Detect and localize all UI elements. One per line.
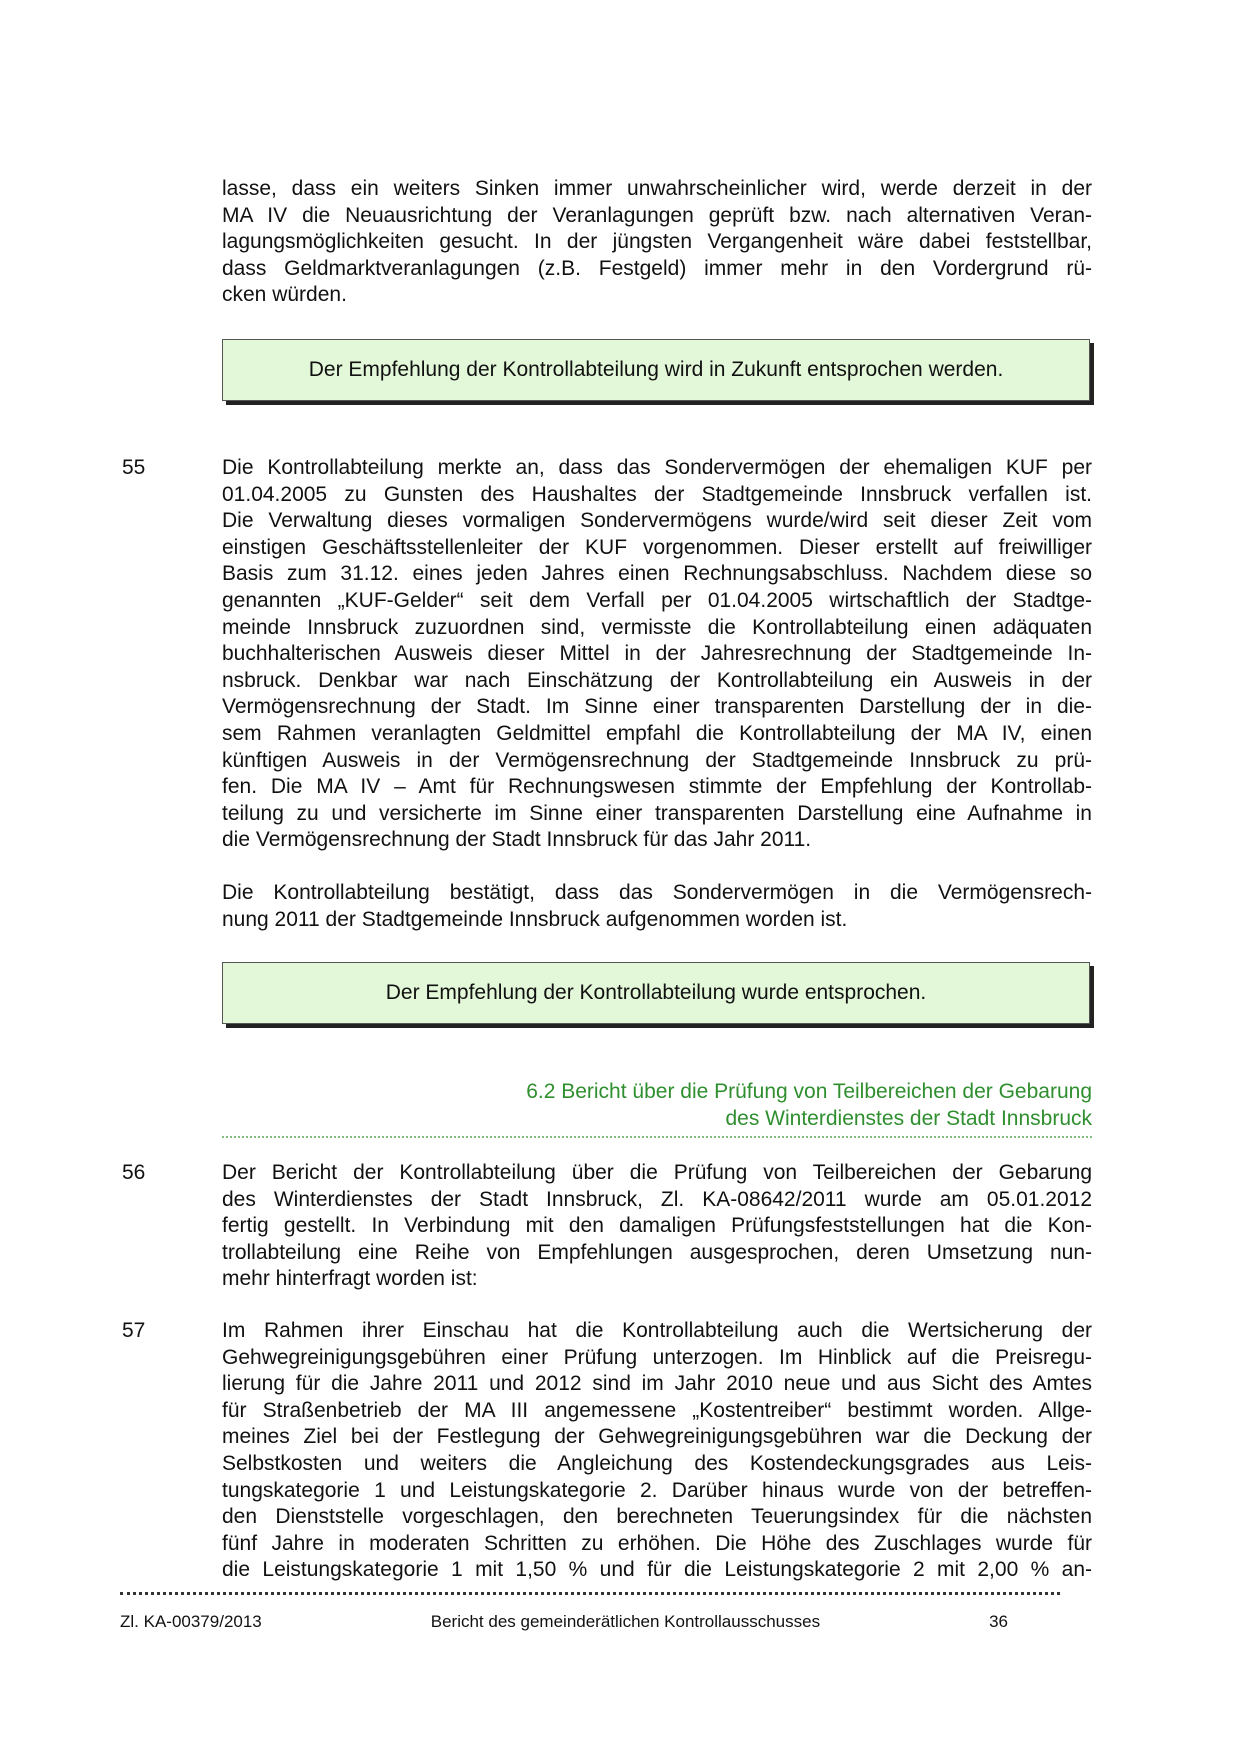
text-line: Im Rahmen ihrer Einschau hat die Kontrollabteilung auch die Wertsicherung der: [222, 1319, 1092, 1342]
text-line: Selbstkosten und weiters die Angleichung des Kostendeckungsgrades aus Leis-: [222, 1451, 1092, 1475]
text-line: meinde Innsbruck zuzuordnen sind, vermisste die Kontrollabteilung einen adäquaten: [222, 615, 1092, 639]
text-line: 01.04.2005 zu Gunsten des Haushaltes der Stadtgemeinde Innsbruck verfallen ist.: [222, 482, 1092, 506]
recommendation-box: [222, 339, 1090, 401]
section-heading-line: des Winterdienstes der Stadt Innsbruck: [725, 1106, 1092, 1130]
text-line: fen. Die MA IV – Amt für Rechnungswesen stimmte der Empfehlung der Kontrollab-: [222, 775, 1092, 799]
text-line: mehr hinterfragt worden ist:: [222, 1267, 478, 1291]
text-line: lasse, dass ein weiters Sinken immer unwahrscheinlicher wird, werde derzeit in der: [222, 177, 1092, 200]
text-line: nung 2011 der Stadtgemeinde Innsbruck aufgenommen worden ist.: [222, 907, 848, 931]
footer-title: Bericht des gemeinderätlichen Kontrollausschusses: [430, 1612, 821, 1631]
paragraph-number: 56: [122, 1161, 146, 1184]
paragraph-number: 57: [122, 1319, 146, 1342]
text-line: künftigen Ausweis in der Vermögensrechnung der Stadtgemeinde Innsbruck zu prü-: [222, 748, 1092, 772]
text-line: einstigen Geschäftsstellenleiter der KUF vorgenommen. Dieser erstellt auf freiwilliger: [222, 535, 1092, 559]
text-line: Die Kontrollabteilung merkte an, dass das Sondervermögen der ehemaligen KUF per: [222, 456, 1092, 479]
recommendation-text: Der Empfehlung der Kontrollabteilung wird in Zukunft entsprochen werden.: [308, 358, 1004, 381]
text-line: MA IV die Neuausrichtung der Veranlagungen geprüft bzw. nach alternativen Veran-: [222, 203, 1092, 227]
text-line: buchhalterischen Ausweis dieser Mittel in der Jahresrechnung der Stadtgemeinde In-: [222, 642, 1092, 666]
text-line: Die Kontrollabteilung bestätigt, dass das Sondervermögen in die Vermögensrech-: [222, 881, 1092, 904]
text-line: nsbruck. Denkbar war nach Einschätzung der Kontrollabteilung ein Ausweis in der: [222, 668, 1092, 692]
text-line: dass Geldmarktveranlagungen (z.B. Festgeld) immer mehr in den Vordergrund rü-: [222, 256, 1092, 280]
text-line: tungskategorie 1 und Leistungskategorie 2. Darüber hinaus wurde von der betreffen-: [222, 1478, 1092, 1502]
heading-underline: [222, 1136, 1092, 1138]
text-line: lierung für die Jahre 2011 und 2012 sind im Jahr 2010 neue und aus Sicht des Amtes: [222, 1372, 1092, 1396]
paragraph-57: [222, 1318, 1092, 1584]
text-line: die Vermögensrechnung der Stadt Innsbruck für das Jahr 2011.: [222, 828, 812, 852]
text-line: Der Bericht der Kontrollabteilung über die Prüfung von Teilbereichen der Gebarung: [222, 1161, 1092, 1184]
text-line: meines Ziel bei der Festlegung der Gehwegreinigungsgebühren war die Deckung der: [222, 1425, 1092, 1449]
text-line: Die Verwaltung dieses vormaligen Sondervermögens wurde/wird seit dieser Zeit vom: [222, 509, 1092, 533]
text-line: Gehwegreinigungsgebühren einer Prüfung unterzogen. Im Hinblick auf die Preisregu-: [222, 1345, 1092, 1369]
page-footer: [120, 1612, 1060, 1632]
text-line: teilung zu und versicherte im Sinne einer transparenten Darstellung eine Aufnahme in: [222, 801, 1092, 825]
recommendation-text: Der Empfehlung der Kontrollabteilung wurde entsprochen.: [385, 981, 927, 1004]
text-line: sem Rahmen veranlagten Geldmittel empfahl die Kontrollabteilung der MA IV, einen: [222, 721, 1092, 745]
section-heading-line: 6.2 Bericht über die Prüfung von Teilbereichen der Gebarung: [526, 1080, 1092, 1103]
page-number: 36: [989, 1612, 1008, 1631]
text-line: genannten „KUF-Gelder“ seit dem Verfall per 01.04.2005 wirtschaftlich der Stadtge-: [222, 588, 1092, 612]
footer-divider: [120, 1592, 1060, 1595]
section-heading: [222, 1079, 1092, 1132]
text-line: die Leistungskategorie 1 mit 1,50 % und für die Leistungskategorie 2 mit 2,00 % an-: [222, 1558, 1092, 1582]
confirmation-paragraph: [222, 880, 1092, 933]
text-line: für Straßenbetrieb der MA III angemessene „Kostentreiber“ bestimmt worden. Allge-: [222, 1398, 1092, 1422]
paragraph-56: [222, 1160, 1092, 1293]
text-line: Basis zum 31.12. eines jeden Jahres einen Rechnungsabschluss. Nachdem diese so: [222, 562, 1092, 586]
text-line: Vermögensrechnung der Stadt. Im Sinne einer transparenten Darstellung der in die-: [222, 695, 1092, 719]
text-line: lagungsmöglichkeiten gesucht. In der jüngsten Vergangenheit wäre dabei feststellbar,: [222, 230, 1092, 254]
recommendation-box: [222, 962, 1090, 1024]
text-line: fertig gestellt. In Verbindung mit den damaligen Prüfungsfeststellungen hat die Kon-: [222, 1214, 1092, 1238]
footer-reference: Zl. KA-00379/2013: [120, 1612, 262, 1631]
text-line: des Winterdienstes der Stadt Innsbruck, Zl. KA-08642/2011 wurde am 05.01.2012: [222, 1187, 1092, 1211]
text-line: trollabteilung eine Reihe von Empfehlungen ausgesprochen, deren Umsetzung nun-: [222, 1240, 1092, 1264]
text-line: fünf Jahre in moderaten Schritten zu erhöhen. Die Höhe des Zuschlages wurde für: [222, 1531, 1092, 1555]
text-line: den Dienststelle vorgeschlagen, den berechneten Teuerungsindex für die nächsten: [222, 1505, 1092, 1529]
paragraph-number: 55: [122, 456, 146, 479]
intro-paragraph: [222, 176, 1092, 309]
text-line: cken würden.: [222, 283, 347, 307]
paragraph-55: [222, 455, 1092, 854]
